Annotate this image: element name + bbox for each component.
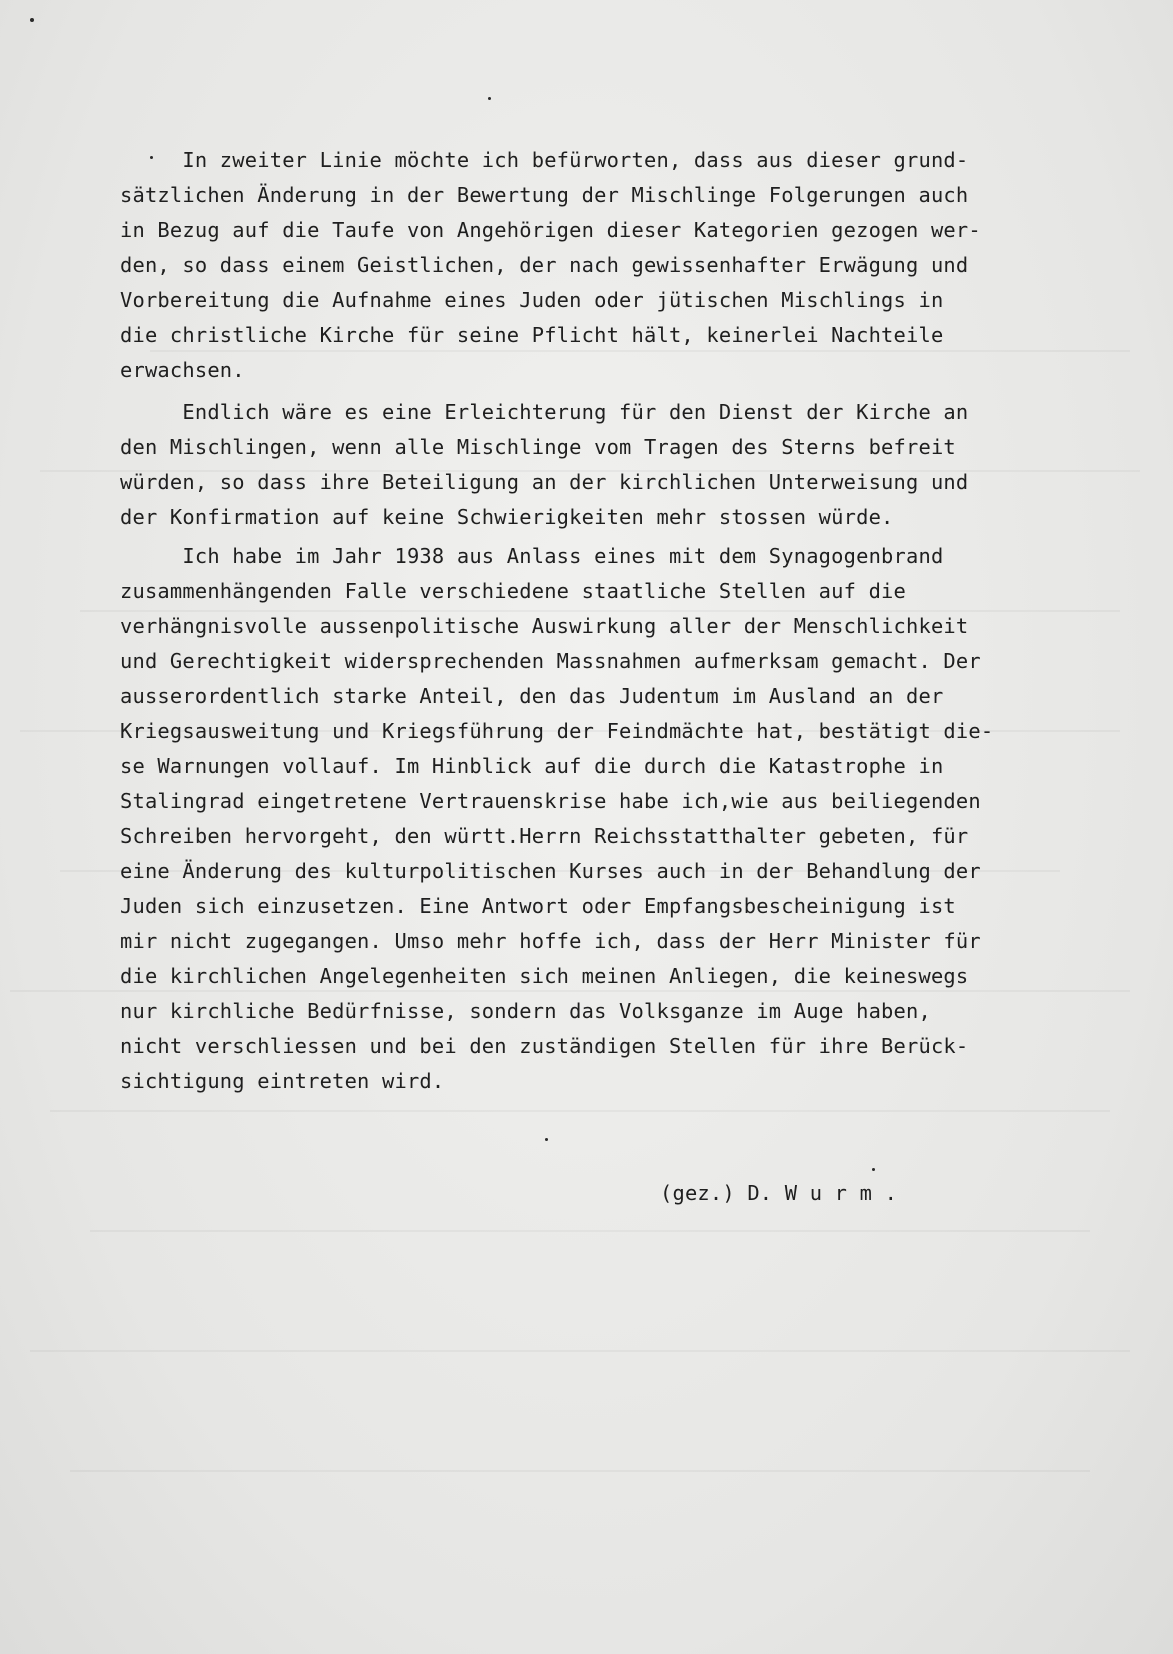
ink-speck — [488, 97, 491, 100]
text-line: mir nicht zugegangen. Umso mehr hoffe ich, dass der Herr Minister für — [120, 929, 981, 953]
text-line: Vorbereitung die Aufnahme eines Juden oder jütischen Mischlings in — [120, 288, 944, 312]
text-line: nur kirchliche Bedürfnisse, sondern das Volksganze im Auge haben, — [120, 999, 931, 1023]
text-line: sätzlichen Änderung in der Bewertung der Mischlinge Folgerungen auch — [120, 183, 969, 207]
text-line: erwachsen. — [120, 358, 245, 382]
text-line: nicht verschliessen und bei den zuständigen Stellen für ihre Berück- — [120, 1034, 969, 1058]
text-line: der Konfirmation auf keine Schwierigkeiten mehr stossen würde. — [120, 505, 894, 529]
text-line: die kirchlichen Angelegenheiten sich meinen Anliegen, die keineswegs — [120, 964, 969, 988]
text-line: verhängnisvolle aussenpolitische Auswirkung aller der Menschlichkeit — [120, 614, 969, 638]
text-line: den Mischlingen, wenn alle Mischlinge vom Tragen des Sterns befreit — [120, 435, 956, 459]
text-line: in Bezug auf die Taufe von Angehörigen dieser Kategorien gezogen wer- — [120, 218, 981, 242]
text-line: den, so dass einem Geistlichen, der nach gewissenhafter Erwägung und — [120, 253, 969, 277]
ink-speck — [872, 1168, 875, 1171]
text-line: Ich habe im Jahr 1938 aus Anlass eines mit dem Synagogenbrand — [120, 544, 944, 568]
ink-speck — [30, 18, 34, 22]
text-line: sichtigung eintreten wird. — [120, 1069, 445, 1093]
ink-speck — [545, 1138, 548, 1141]
text-line: und Gerechtigkeit widersprechenden Massnahmen aufmerksam gemacht. Der — [120, 649, 981, 673]
text-line: Stalingrad eingetretene Vertrauenskrise habe ich,wie aus beiliegenden — [120, 789, 981, 813]
text-line: zusammenhängenden Falle verschiedene staatliche Stellen auf die — [120, 579, 907, 603]
text-line: eine Änderung des kulturpolitischen Kurses auch in der Behandlung der — [120, 859, 981, 883]
text-line: se Warnungen vollauf. Im Hinblick auf die durch die Katastrophe in — [120, 754, 944, 778]
signature-line: (gez.) D. W u r m . — [660, 1181, 898, 1205]
text-line: die christliche Kirche für seine Pflicht hält, keinerlei Nachteile — [120, 323, 944, 347]
text-line: Kriegsausweitung und Kriegsführung der Feindmächte hat, bestätigt die- — [120, 719, 994, 743]
text-line: In zweiter Linie möchte ich befürworten, dass aus dieser grund- — [120, 148, 969, 172]
text-line: würden, so dass ihre Beteiligung an der kirchlichen Unterweisung und — [120, 470, 969, 494]
text-line: Schreiben hervorgeht, den württ.Herrn Reichsstatthalter gebeten, für — [120, 824, 969, 848]
text-line: Endlich wäre es eine Erleichterung für den Dienst der Kirche an — [120, 400, 969, 424]
text-line: Juden sich einzusetzen. Eine Antwort oder Empfangsbescheinigung ist — [120, 894, 956, 918]
text-line: ausserordentlich starke Anteil, den das Judentum im Ausland an der — [120, 684, 944, 708]
